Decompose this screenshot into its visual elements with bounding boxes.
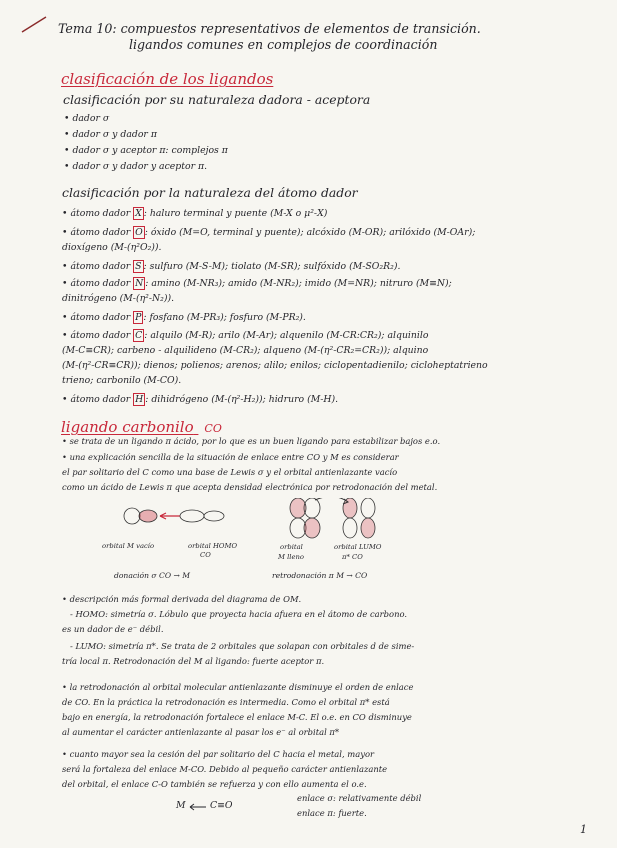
orbital-label: orbital HOMO — [188, 542, 238, 550]
donor-atom-line — [62, 278, 452, 289]
paragraph-line: de CO. En la práctica la retrodonación es intermedia. Como el orbital π* está — [62, 697, 390, 707]
paragraph-line: • cuanto mayor sea la cesión del par solitario del C hacia el metal, mayor — [62, 749, 375, 759]
description-line: • descripción más formal derivada del diagrama de OM. — [62, 594, 302, 604]
line-text: : fosfano (M-PR₃); fosfuro (M-PR₂). — [143, 312, 306, 323]
bullet-text: • átomo dador — [62, 261, 134, 272]
line-text: : sulfuro (M-S-M); tiolato (M-SR); sulfóxido (M-SO₂R₂). — [143, 261, 401, 272]
sigma-donation-orbitals — [124, 508, 224, 524]
bullet-text: • átomo dador — [62, 394, 134, 405]
pi-backdonation-orbitals — [290, 498, 375, 538]
continuation-line: trieno; carbonilo (M-CO). — [62, 375, 182, 386]
paragraph-line: • la retrodonación al orbital molecular antienlazante disminuye el orden de enlace — [62, 682, 414, 692]
orbital-diagram — [110, 498, 430, 558]
diagram-caption-left: donación σ CO → M — [114, 571, 191, 580]
donor-atom-line — [62, 394, 338, 405]
description-line: es un dador de e⁻ débil. — [62, 624, 164, 634]
continuation-line: dinitrógeno (M-(η²-N₂)). — [62, 293, 175, 304]
line-text: : óxido (M=O, terminal y puente); alcóxido (M-OR); arilóxido (M-OAr); — [144, 227, 476, 238]
title-line-2: ligandos comunes en complejos de coordinación — [129, 37, 438, 52]
boxed-donor-atom: O — [135, 227, 143, 238]
donor-type-item: • dador σ y dador y aceptor π. — [64, 161, 208, 172]
bullet-text: • átomo dador — [62, 312, 134, 323]
donor-atom-line — [62, 227, 475, 238]
line-text: : amino (M-NR₃); amido (M-NR₂); imido (M=NR); nitruro (M≡N); — [145, 278, 452, 289]
bullet-text: • átomo dador — [62, 227, 134, 238]
page-number: 1 — [580, 823, 587, 836]
carbonyl-formula: CO — [204, 422, 222, 435]
line-text: : alquilo (M-R); arilo (M-Ar); alquenilo (M-CR:CR₂); alquinilo — [144, 330, 429, 341]
bond-pi-note: enlace π: fuerte. — [297, 808, 367, 818]
boxed-donor-atom: S — [135, 261, 142, 272]
continuation-line: dioxígeno (M-(η²O₂)). — [62, 242, 162, 253]
donor-type-item: • dador σ y aceptor π: complejos π — [64, 145, 228, 156]
subheading-donor-atom: clasificación por la naturaleza del átomo dador — [62, 185, 358, 200]
orbital-label: M lleno — [278, 553, 304, 561]
boxed-donor-atom: P — [135, 312, 142, 323]
donor-type-item: • dador σ y dador π — [64, 129, 157, 140]
line-text: : dihidrógeno (M-(η²-H₂)); hidruro (M-H). — [145, 394, 339, 405]
line-text: : haluro terminal y puente (M-X o μ²-X) — [143, 208, 328, 219]
paragraph-line: será la fortaleza del enlace M-CO. Debido al pequeño carácter antienlazante — [62, 764, 388, 774]
orbital-label: CO — [200, 551, 211, 559]
intro-line: como un ácido de Lewis π que acepta densidad electrónica por retrodonación del metal. — [62, 482, 438, 492]
boxed-donor-atom: X — [135, 208, 142, 219]
subheading-donor-acceptor: clasificación por su naturaleza dadora - aceptora — [63, 92, 371, 107]
carbonyl-heading-text: ligando carbonilo — [61, 418, 194, 436]
pen-stroke-mark — [20, 14, 48, 34]
section-heading-ligand-classification: clasificación de los ligandos — [61, 70, 274, 88]
bullet-text: • átomo dador — [62, 278, 134, 289]
donor-atom-line — [62, 208, 327, 219]
donor-atom-line — [62, 330, 428, 341]
orbital-label: π* CO — [342, 553, 363, 561]
paragraph-line: bajo en energía, la retrodonación fortalece el enlace M-C. El o.e. en CO disminuye — [62, 712, 412, 722]
orbital-label: orbital M vacío — [102, 542, 155, 550]
intro-line: • se trata de un ligando π ácido, por lo que es un buen ligando para estabilizar bajos e.o. — [62, 436, 441, 446]
donor-atom-line — [62, 312, 306, 323]
section-heading-carbonyl — [61, 418, 222, 436]
orbital-label: orbital — [280, 543, 303, 551]
boxed-donor-atom: H — [135, 394, 144, 405]
continuation-line: (M-C≡CR); carbeno - alquilideno (M-CR₂); alqueno (M-(η²-CR₂=CR₂)); alquino — [62, 345, 429, 356]
description-line: - LUMO: simetría π*. Se trata de 2 orbitales que solapan con orbitales d de sime- — [70, 641, 415, 651]
paragraph-line: del orbital, el enlace C-O también se refuerza y con ello aumenta el o.e. — [62, 779, 367, 789]
intro-line: el par solitario del C como una base de Lewis σ y el orbital antienlazante vacío — [62, 467, 398, 477]
description-line: tría local π. Retrodonación del M al ligando: fuerte aceptor π. — [62, 656, 325, 666]
description-line: - HOMO: simetría σ. Lóbulo que proyecta hacia afuera en el átomo de carbono. — [70, 609, 408, 619]
bond-sigma-note: enlace σ: relativamente débil — [297, 793, 422, 803]
dative-bond-arrow — [188, 802, 208, 812]
structure-metal: M — [176, 800, 186, 811]
donor-atom-line — [62, 261, 400, 272]
bullet-text: • átomo dador — [62, 208, 134, 219]
diagram-caption-right: retrodonación π M → CO — [272, 571, 368, 580]
boxed-donor-atom: N — [135, 278, 144, 289]
structure-ligand: C≡O — [210, 800, 233, 811]
donor-type-item: • dador σ — [64, 113, 110, 124]
continuation-line: (M-(η²-CR≡CR)); dienos; polienos; arenos; alilo; enilos; ciclopentadienilo; cicloheptatrieno — [62, 360, 488, 371]
intro-line: • una explicación sencilla de la situación de enlace entre CO y M es considerar — [62, 452, 399, 462]
boxed-donor-atom: C — [135, 330, 143, 341]
bullet-text: • átomo dador — [62, 330, 134, 341]
orbital-label: orbital LUMO — [334, 543, 382, 551]
paragraph-line: al aumentar el carácter antienlazante al pasar los e⁻ al orbital π* — [62, 727, 340, 737]
title-line-1: Tema 10: compuestos representativos de elementos de transición. — [58, 21, 481, 36]
